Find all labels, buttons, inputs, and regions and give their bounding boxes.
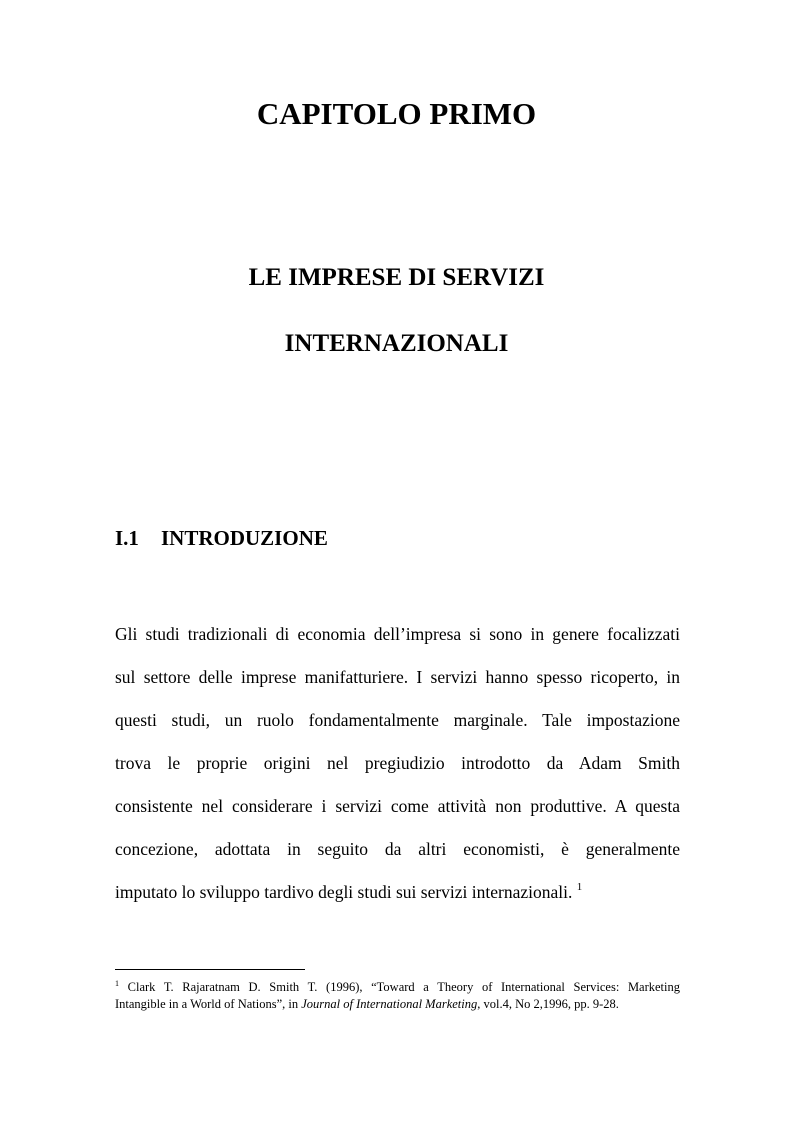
footnote-text-2a: Intangible in a World of Nations”, in — [115, 997, 302, 1011]
chapter-subtitle — [0, 256, 793, 366]
footnote-text-2b: , vol.4, No 2,1996, pp. 9-28. — [477, 997, 619, 1011]
section-title: INTRODUZIONE — [161, 526, 328, 550]
body-line: trova le proprie origini nel pregiudizio introdotto da Adam Smith — [115, 753, 680, 773]
footnote-marker: 1 — [115, 979, 119, 988]
body-line: questi studi, un ruolo fondamentalmente marginale. Tale impostazione — [115, 710, 680, 730]
body-line: consistente nel considerare i servizi come attività non produttive. A questa — [115, 796, 680, 816]
footnote-reference[interactable]: 1 — [576, 881, 583, 893]
body-line: concezione, adottata in seguito da altri economisti, è generalmente — [115, 839, 680, 859]
section-number: I.1 — [115, 526, 139, 550]
footnote-journal: Journal of International Marketing — [301, 997, 478, 1011]
chapter-subtitle-line1: LE IMPRESE DI SERVIZI — [248, 264, 545, 291]
footnote — [115, 979, 680, 1013]
footnote-line-2 — [115, 996, 680, 1013]
chapter-title: CAPITOLO PRIMO — [256, 96, 537, 131]
section-heading — [115, 522, 328, 554]
footnote-divider — [115, 969, 305, 970]
body-line-last — [115, 871, 680, 914]
chapter-subtitle-line2: INTERNAZIONALI — [284, 330, 509, 357]
body-line: Gli studi tradizionali di economia dell’impresa si sono in genere focalizzati — [115, 624, 680, 644]
footnote-text-1: Clark T. Rajaratnam D. Smith T. (1996), “Toward a Theory of International Services: Marketing — [127, 980, 681, 994]
body-paragraph — [115, 613, 680, 914]
body-line: imputato lo sviluppo tardivo degli studi sui servizi internazionali. — [115, 882, 573, 902]
footnote-line-1 — [115, 979, 680, 996]
body-line: sul settore delle imprese manifatturiere. I servizi hanno spesso ricoperto, in — [115, 667, 680, 687]
